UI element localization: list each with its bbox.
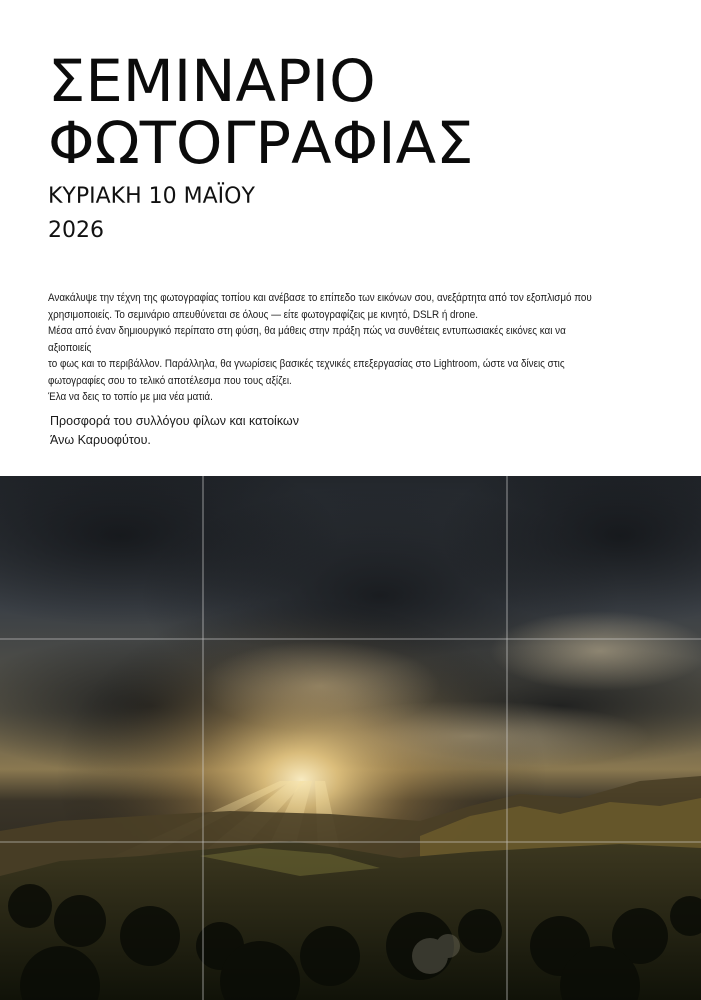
description-line: Μέσα από έναν δημιουργικό περίπατο στη φύση, θα μάθεις στην πράξη πώς να συνθέτεις εντυπωσιακές εικόνες και να αξιοποιείς [48, 325, 566, 354]
description-line: χρησιμοποιείς. Το σεμινάριο απευθύνεται σε όλους — είτε φωτογραφίζεις με κινητό, DSLR ή drone. [48, 308, 479, 321]
event-date [48, 180, 255, 248]
description-line: Ανακάλυψε την τέχνη της φωτογραφίας τοπίου και ανέβασε το επίπεδο των εικόνων σου, ανεξάρτητα από τον εξοπλισμό που [48, 292, 592, 304]
landscape-photo [0, 476, 701, 1000]
offer-line-1: Προσφορά του συλλόγου φίλων και κατοίκων [50, 414, 299, 428]
year-line: 2026 [48, 218, 104, 243]
description-line: φωτογραφίες σου το τελικό αποτέλεσμα που τους αξίζει. [48, 374, 292, 387]
title-line-2: ΦΩΤΟΓΡΑΦΙΑΣ [48, 109, 474, 177]
landscape-photo-illustration [0, 476, 701, 1000]
poster-title [48, 47, 474, 177]
offer-note [50, 412, 299, 450]
description [48, 290, 606, 406]
description-line: Έλα να δεις το τοπίο με μια νέα ματιά. [48, 391, 213, 403]
description-line: το φως και το περιβάλλον. Παράλληλα, θα γνωρίσεις βασικές τεχνικές επεξεργασίας στο Lightroom, ώστε να δίνεις στις [48, 358, 565, 370]
date-line: ΚΥΡΙΑΚΗ 10 ΜΑΪΟΥ [48, 184, 255, 209]
offer-line-2: Άνω Καρυοφύτου. [50, 433, 151, 447]
title-line-1: ΣΕΜΙΝΑΡΙΟ [48, 47, 376, 115]
